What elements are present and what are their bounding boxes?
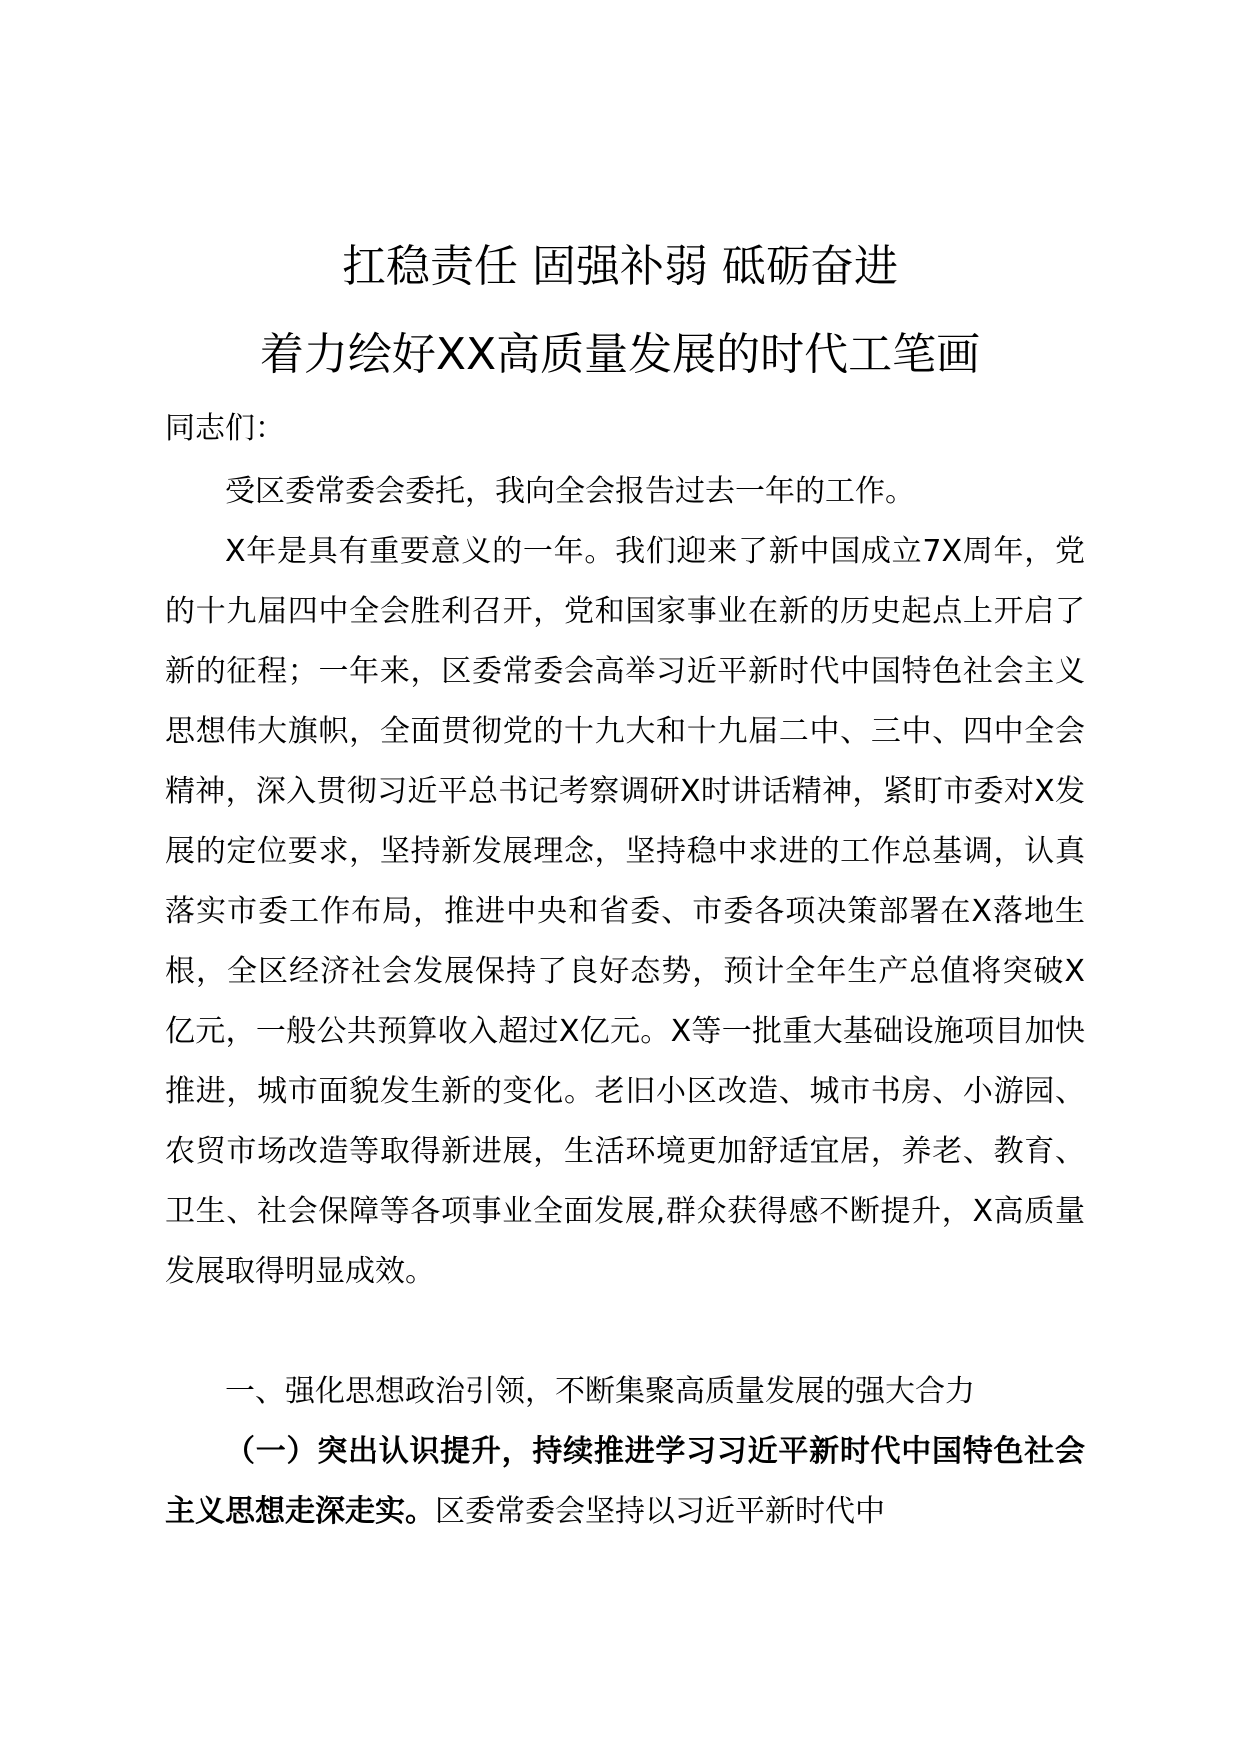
document-title-line-2: 着力绘好XX高质量发展的时代工笔画 bbox=[259, 329, 981, 380]
paragraph-subsection-1 bbox=[165, 1422, 1085, 1542]
salutation: 同志们： bbox=[165, 411, 285, 446]
section-heading: 一、强化思想政治引领，不断集聚高质量发展的强大合力 bbox=[225, 1374, 975, 1409]
paragraph-intro: 受区委常委会委托，我向全会报告过去一年的工作。 bbox=[225, 474, 915, 509]
subsection-1-heading: （一）突出认识提升，持续推进学习习近平新时代中国特色社会主义思想走深走实。 bbox=[165, 1434, 1085, 1529]
document-title-line-1: 扛稳责任 固强补弱 砥砺奋进 bbox=[342, 241, 898, 292]
paragraph-year-summary: X年是具有重要意义的一年。我们迎来了新中国成立7X周年，党的十九届四中全会胜利召开，党和国家事业在新的历史起点上开启了新的征程；一年来，区委常委会高举习近平新时代中国特色社会主义思想伟大旗帜，全面贯彻党的十九大和十九届二中、三中、四中全会精神，深入贯彻习近平总书记考察调研X时讲话精神，紧盯市委对X发展的定位要求，坚持新发展理念，坚持稳中求进的工作总基调，认真落实市委工作布局，推进中央和省委、市委各项决策部署在X落地生根，全区经济社会发展保持了良好态势，预计全年生产总值将突破X亿元，一般公共预算收入超过X亿元。X等一批重大基础设施项目加快推进，城市面貌发生新的变化。老旧小区改造、城市书房、小游园、农贸市场改造等取得新进展，生活环境更加舒适宜居，养老、教育、卫生、社会保障等各项事业全面发展,群众获得感不断提升，X高质量发展取得明显成效。 bbox=[165, 534, 1085, 1289]
subsection-1-text: 区委常委会坚持以习近平新时代中 bbox=[435, 1494, 885, 1529]
